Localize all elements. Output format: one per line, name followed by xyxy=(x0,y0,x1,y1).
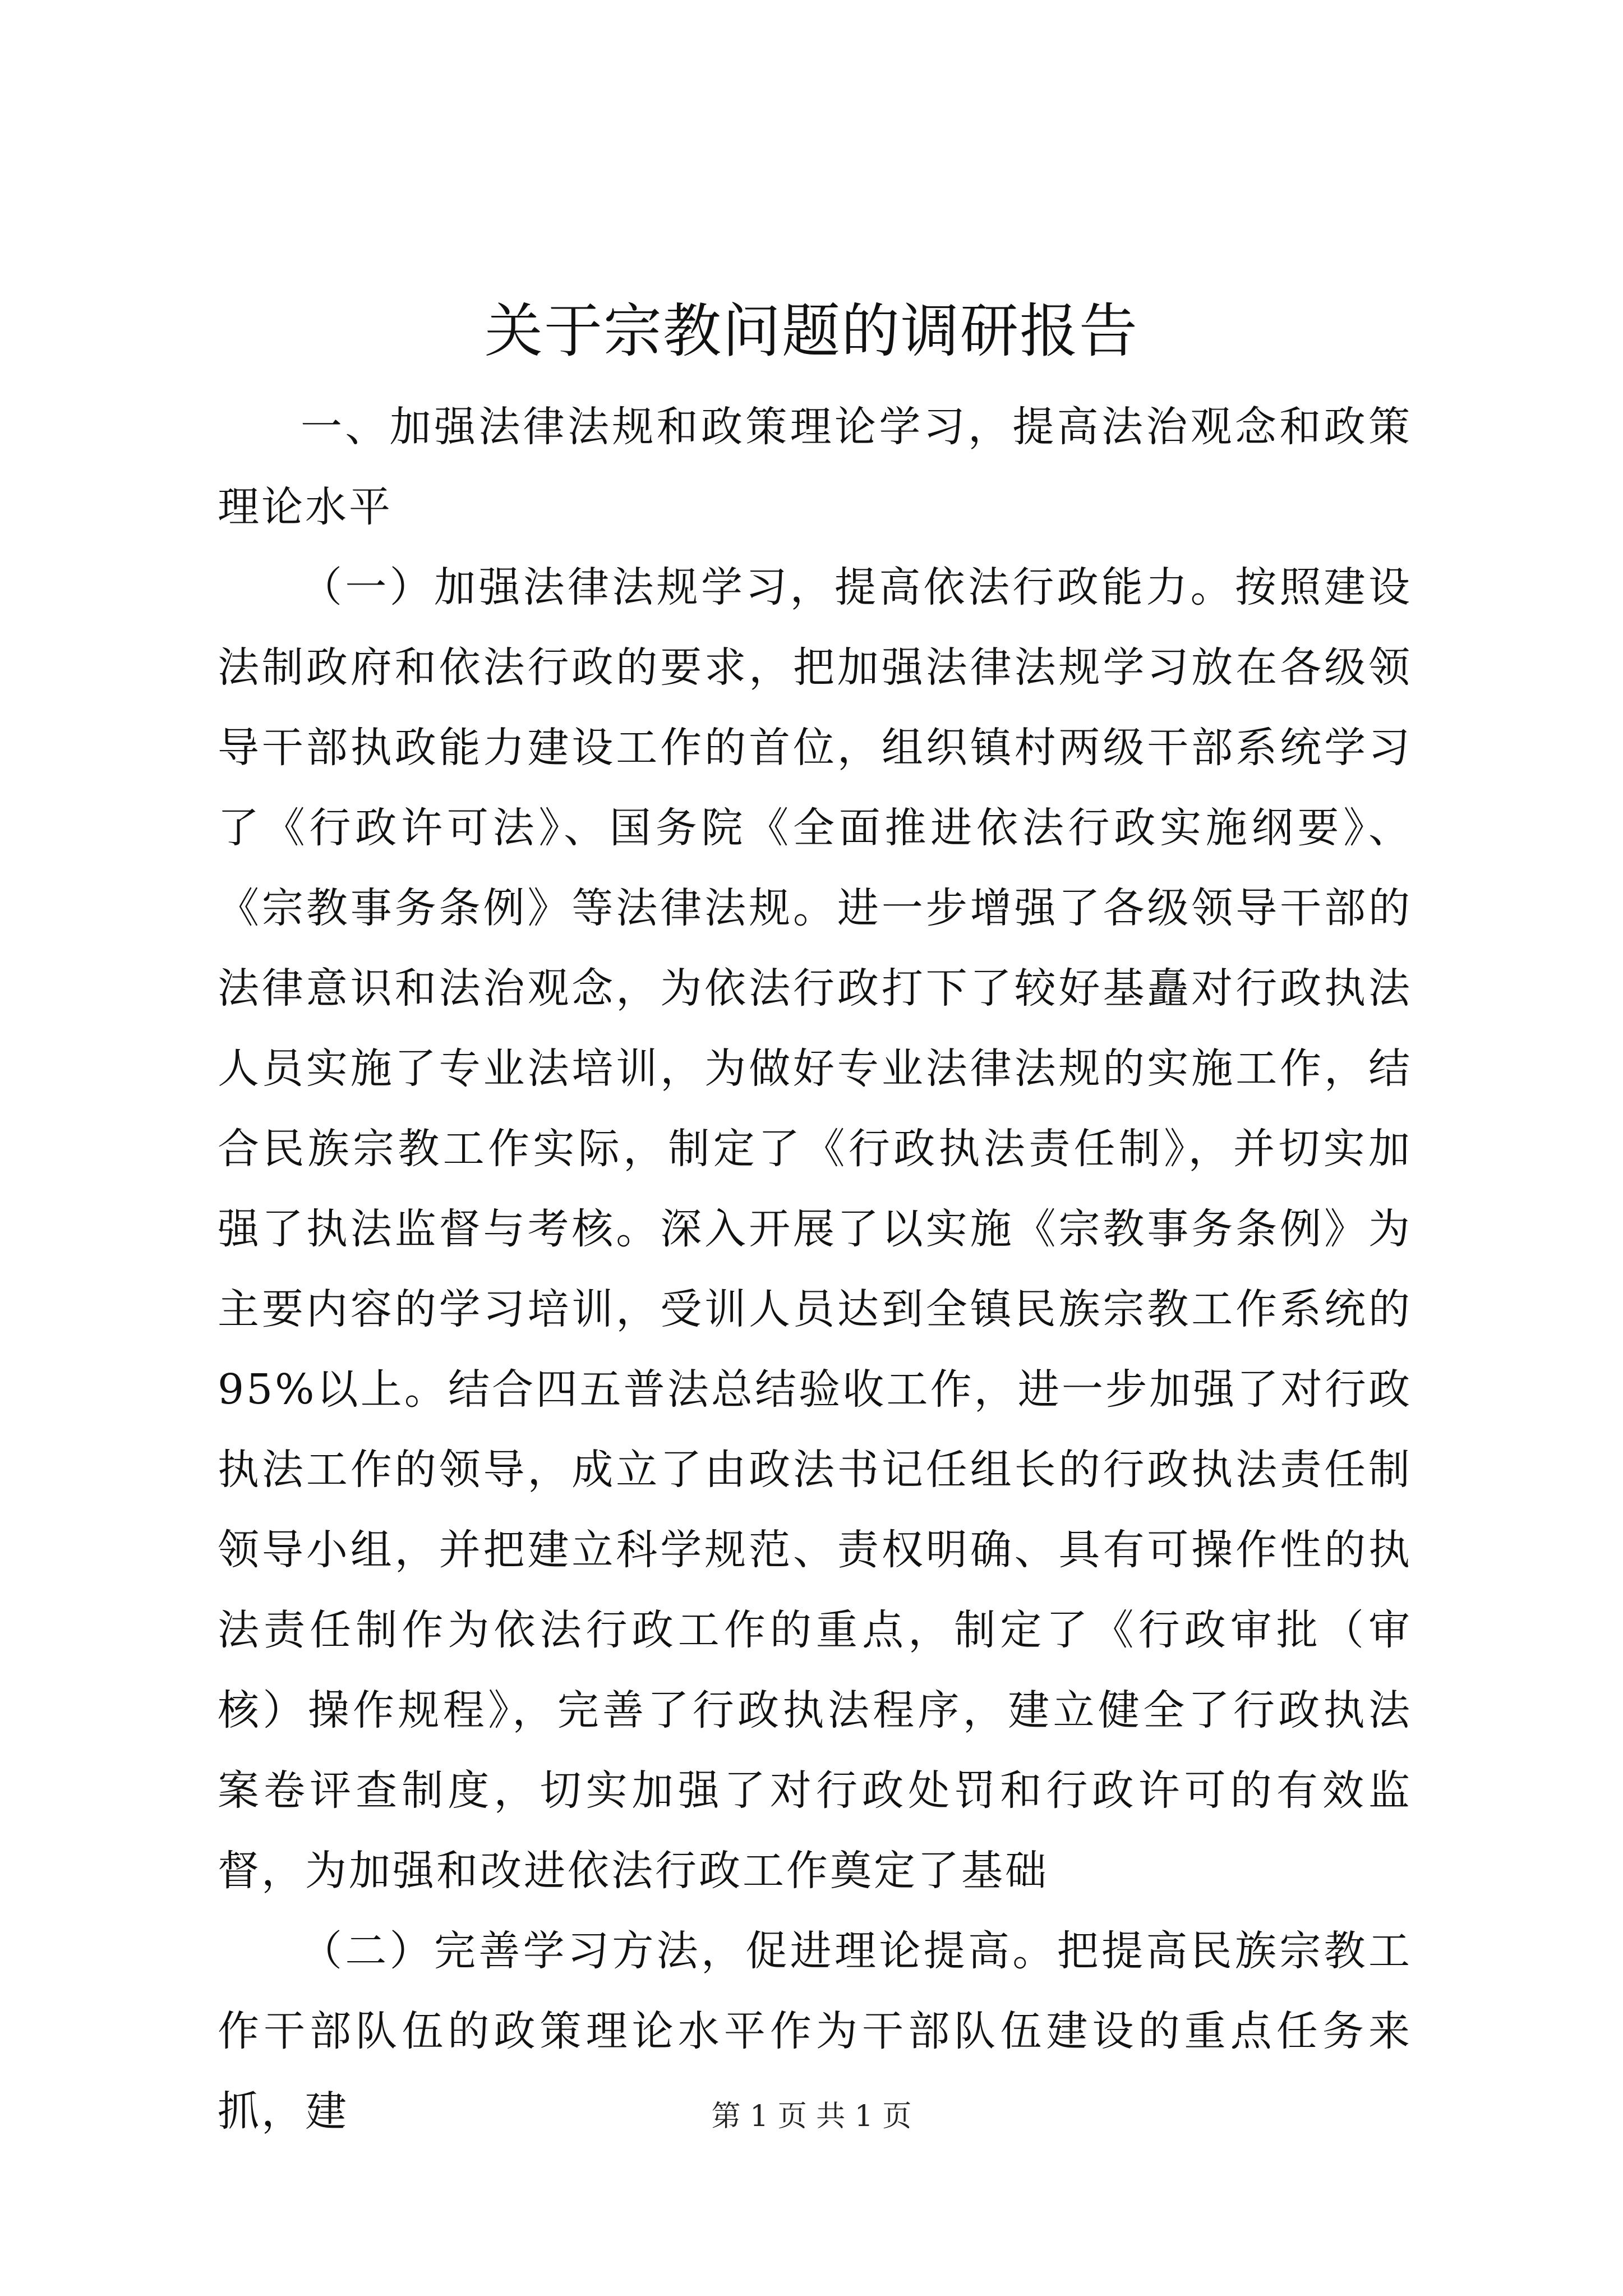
section-heading: 一、加强法律法规和政策理论学习，提高法治观念和政策理论水平 xyxy=(218,403,1412,531)
body-paragraph: （一）加强法律法规学习，提高依法行政能力。按照建设法制政府和依法行政的要求，把加强法律法规学习放在各级领导干部执政能力建设工作的首位，组织镇村两级干部系统学习了《行政许可法》、国务院《全面推进依法行政实施纲要》、《宗教事务条例》等法律法规。进一步增强了各级领导干部的法律意识和法治观念，为依法行政打下了较好基矗对行政执法人员实施了专业法培训，为做好专业法律法规的实施工作，结合民族宗教工作实际，制定了《行政执法责任制》，并切实加强了执法监督与考核。深入开展了以实施《宗教事务条例》为主要内容的学习培训，受训人员达到全镇民族宗教工作系统的95%以上。结合四五普法总结验收工作，进一步加强了对行政执法工作的领导，成立了由政法书记任组长的行政执法责任制领导小组，并把建立科学规范、责权明确、具有可操作性的执法责任制作为依法行政工作的重点，制定了《行政审批（审核）操作规程》，完善了行政执法程序，建立健全了行政执法案卷评查制度，切实加强了对行政处罚和行政许可的有效监督，为加强和改进依法行政工作奠定了基础 xyxy=(218,563,1412,1895)
page-number-footer: 第 1 页 共 1 页 xyxy=(711,2100,912,2133)
document-title: 关于宗教问题的调研报告 xyxy=(484,297,1138,365)
body-paragraph: （二）完善学习方法，促进理论提高。把提高民族宗教工作干部队伍的政策理论水平作为干部队伍建设的重点任务来抓，建 xyxy=(218,1927,1412,2136)
document-body xyxy=(218,387,1412,2152)
